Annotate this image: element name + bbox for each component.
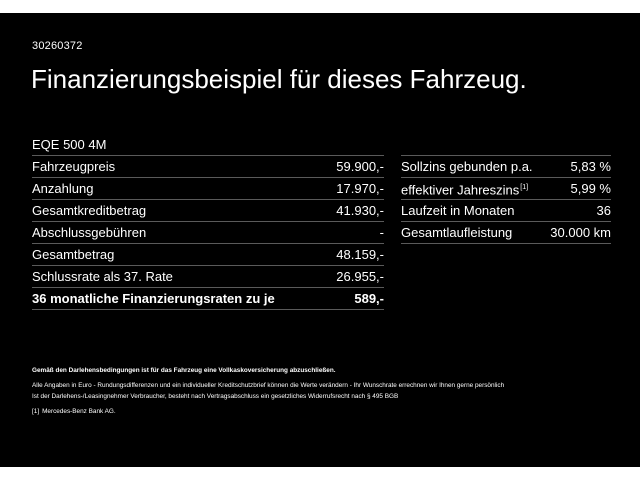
footnote-ref: [1] xyxy=(520,183,529,191)
row-label: Laufzeit in Monaten xyxy=(401,203,515,218)
table-row xyxy=(32,177,384,199)
table-row xyxy=(401,155,611,177)
table-row xyxy=(401,221,611,244)
row-value: 41.930,- xyxy=(336,203,384,218)
row-value: 5,99 % xyxy=(570,181,611,196)
monthly-rate-row xyxy=(32,287,384,310)
table-row xyxy=(401,199,611,221)
table-row xyxy=(32,155,384,177)
row-value: 59.900,- xyxy=(336,159,384,174)
table-row xyxy=(32,243,384,265)
row-label: Gesamtlaufleistung xyxy=(401,225,513,240)
row-label: Gesamtkreditbetrag xyxy=(32,203,147,218)
row-value: 30.000 km xyxy=(550,225,611,240)
legal-notes xyxy=(32,365,612,417)
interest-table xyxy=(401,155,611,244)
footnote xyxy=(32,406,612,417)
row-value: 36 xyxy=(596,203,611,218)
table-row xyxy=(32,199,384,221)
page-title: Finanzierungsbeispiel für dieses Fahrzeug. xyxy=(31,64,527,94)
row-label: 36 monatliche Finanzierungsraten zu je xyxy=(32,291,275,306)
row-label: Abschlussgebühren xyxy=(32,225,147,240)
disclaimer-line: Alle Angaben in Euro - Rundungsdifferenzen und ein individueller Kreditschutzbrief können die Werte verändern - Ihr Wunschrate errechnen wir Ihnen gerne persönlich xyxy=(32,382,505,389)
table-row xyxy=(32,221,384,243)
model-name: EQE 500 4M xyxy=(32,137,107,152)
footnote-mark: [1] xyxy=(32,408,40,415)
row-label: Fahrzeugpreis xyxy=(32,159,116,174)
row-value: 26.955,- xyxy=(336,269,384,284)
footnote-text: Mercedes-Benz Bank AG. xyxy=(42,408,116,415)
row-label: Sollzins gebunden p.a. xyxy=(401,159,533,174)
insurance-note: Gemäß den Darlehensbedingungen ist für das Fahrzeug eine Vollkaskoversicherung abzuschließen. xyxy=(32,367,336,374)
row-value: 17.970,- xyxy=(336,181,384,196)
row-value: - xyxy=(379,225,384,240)
row-value: 48.159,- xyxy=(336,247,384,262)
row-label: Schlussrate als 37. Rate xyxy=(32,269,173,284)
row-value: 589,- xyxy=(354,291,384,306)
table-row xyxy=(32,265,384,287)
offer-id: 30260372 xyxy=(32,40,83,52)
financing-table xyxy=(32,155,384,310)
table-row xyxy=(401,177,611,199)
row-label: Gesamtbetrag xyxy=(32,247,115,262)
row-value: 5,83 % xyxy=(570,159,611,174)
disclaimer-line: Ist der Darlehens-/Leasingnehmer Verbraucher, besteht nach Vertragsabschluss ein gesetzliches Widerrufsrecht nach § 495 BGB xyxy=(32,393,399,400)
financing-panel xyxy=(0,13,640,467)
row-label-text: effektiver Jahreszins xyxy=(401,182,520,198)
row-label: Anzahlung xyxy=(32,181,94,196)
row-label xyxy=(401,177,528,200)
